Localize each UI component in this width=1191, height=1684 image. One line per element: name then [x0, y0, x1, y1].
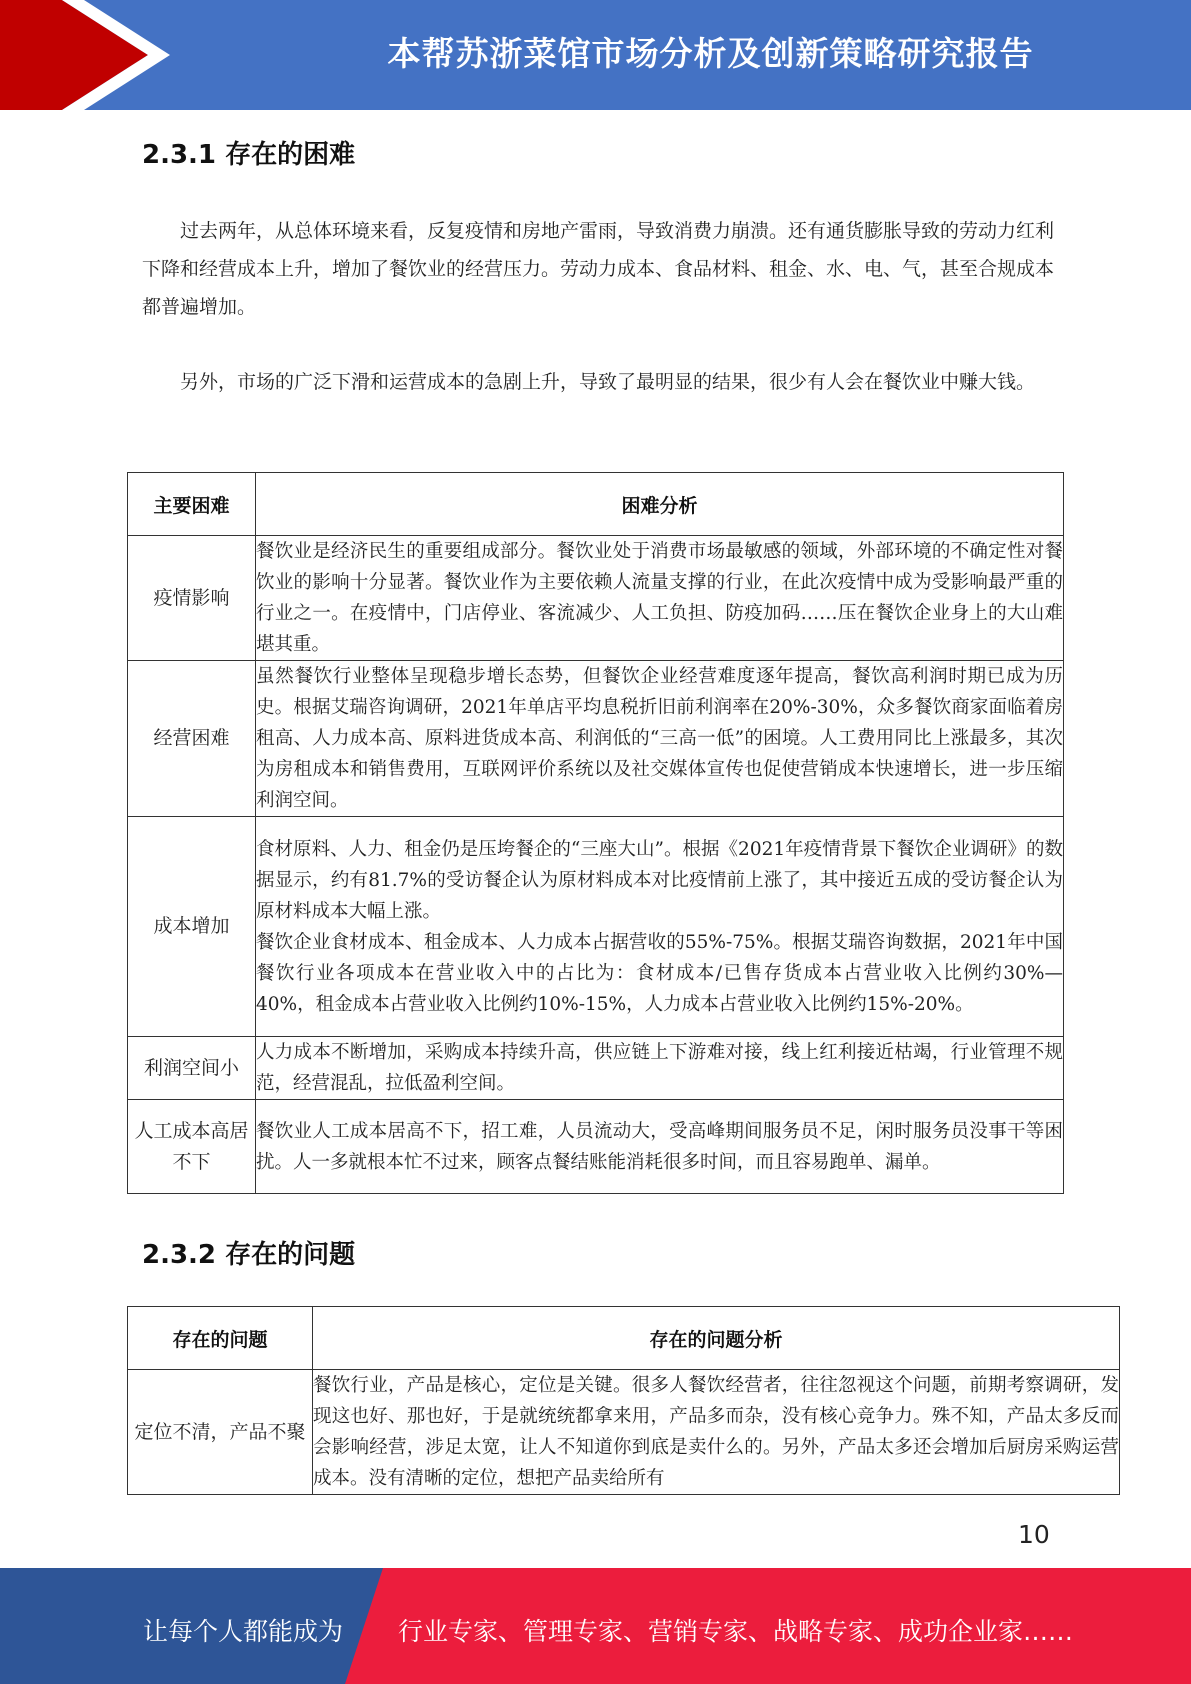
row-analysis: 餐饮业人工成本居高不下，招工难，人员流动大，受高峰期间服务员不足，闲时服务员没事干等困扰。人一多就根本忙不过来，顾客点餐结账能消耗很多时间，而且容易跑单、漏单。	[256, 1100, 1064, 1194]
row-analysis	[256, 817, 1064, 1037]
difficulties-table	[127, 472, 1064, 1194]
column-header: 困难分析	[256, 473, 1064, 536]
row-label: 成本增加	[128, 817, 256, 1037]
row-analysis-part: 食材原料、人力、租金仍是压垮餐企的“三座大山”。根据《2021年疫情背景下餐饮企业调研》的数据显示，约有81.7%的受访餐企认为原材料成本对比疫情前上涨了，其中接近五成的受访餐企认为原材料成本大幅上涨。	[256, 838, 1063, 922]
row-label: 定位不清，产品不聚	[128, 1370, 313, 1495]
footer-slogan-left: 让每个人都能成为	[143, 1617, 344, 1646]
table-row	[128, 1370, 1120, 1495]
report-title: 本帮苏浙菜馆市场分析及创新策略研究报告	[387, 34, 1034, 73]
table-row	[128, 817, 1064, 1037]
table-row	[128, 536, 1064, 661]
row-label: 经营困难	[128, 661, 256, 817]
column-header: 存在的问题分析	[313, 1307, 1120, 1370]
row-analysis: 餐饮行业，产品是核心，定位是关键。很多人餐饮经营者，往往忽视这个问题，前期考察调研，发现这也好、那也好，于是就统统都拿来用，产品多而杂，没有核心竞争力。殊不知，产品太多反而会影响经营，涉足太宽，让人不知道你到底是卖什么的。另外，产品太多还会增加后厨房采购运营成本。没有清晰的定位，想把产品卖给所有	[313, 1370, 1120, 1495]
section-heading-difficulties: 2.3.1 存在的困难	[142, 140, 356, 170]
table-row	[128, 1100, 1064, 1194]
row-analysis: 虽然餐饮行业整体呈现稳步增长态势，但餐饮企业经营难度逐年提高，餐饮高利润时期已成为历史。根据艾瑞咨询调研，2021年单店平均息税折旧前利润率在20%-30%，众多餐饮商家面临着房租高、人力成本高、原料进货成本高、利润低的“三高一低”的困境。人工费用同比上涨最多，其次为房租成本和销售费用，互联网评价系统以及社交媒体宣传也促使营销成本快速增长，进一步压缩利润空间。	[256, 661, 1064, 817]
table-header-row	[128, 1307, 1120, 1370]
row-label: 人工成本高居不下	[128, 1100, 256, 1194]
paragraph: 过去两年，从总体环境来看，反复疫情和房地产雷雨，导致消费力崩溃。还有通货膨胀导致的劳动力红利下降和经营成本上升，增加了餐饮业的经营压力。劳动力成本、食品材料、租金、水、电、气，甚至合规成本都普遍增加。	[142, 220, 1055, 318]
page-header	[0, 0, 1191, 110]
table-header-row	[128, 473, 1064, 536]
row-label: 利润空间小	[128, 1037, 256, 1100]
row-label: 疫情影响	[128, 536, 256, 661]
column-header: 主要困难	[128, 473, 256, 536]
row-analysis-part: 餐饮企业食材成本、租金成本、人力成本占据营收的55%-75%。根据艾瑞咨询数据，2021年中国餐饮行业各项成本在营业收入中的占比为：食材成本/已售存货成本占营业收入比例约30%—40%，租金成本占营业收入比例约10%-15%，人力成本占营业收入比例约15%-20%。	[256, 931, 1063, 1015]
row-analysis: 餐饮业是经济民生的重要组成部分。餐饮业处于消费市场最敏感的领域，外部环境的不确定性对餐饮业的影响十分显著。餐饮业作为主要依赖人流量支撑的行业，在此次疫情中成为受影响最严重的行业之一。在疫情中，门店停业、客流减少、人工负担、防疫加码……压在餐饮企业身上的大山难堪其重。	[256, 536, 1064, 661]
page-number: 10	[1018, 1520, 1050, 1549]
table-row	[128, 661, 1064, 817]
page-footer	[0, 1568, 1191, 1684]
column-header: 存在的问题	[128, 1307, 313, 1370]
problems-table	[127, 1306, 1120, 1495]
footer-slogan-right: 行业专家、管理专家、营销专家、战略专家、成功企业家……	[398, 1617, 1074, 1646]
table-row	[128, 1037, 1064, 1100]
row-analysis: 人力成本不断增加，采购成本持续升高，供应链上下游难对接，线上红利接近枯竭，行业管理不规范，经营混乱，拉低盈利空间。	[256, 1037, 1064, 1100]
paragraph: 另外，市场的广泛下滑和运营成本的急剧上升，导致了最明显的结果，很少有人会在餐饮业中赚大钱。	[180, 371, 1036, 393]
section-heading-problems: 2.3.2 存在的问题	[142, 1240, 356, 1270]
